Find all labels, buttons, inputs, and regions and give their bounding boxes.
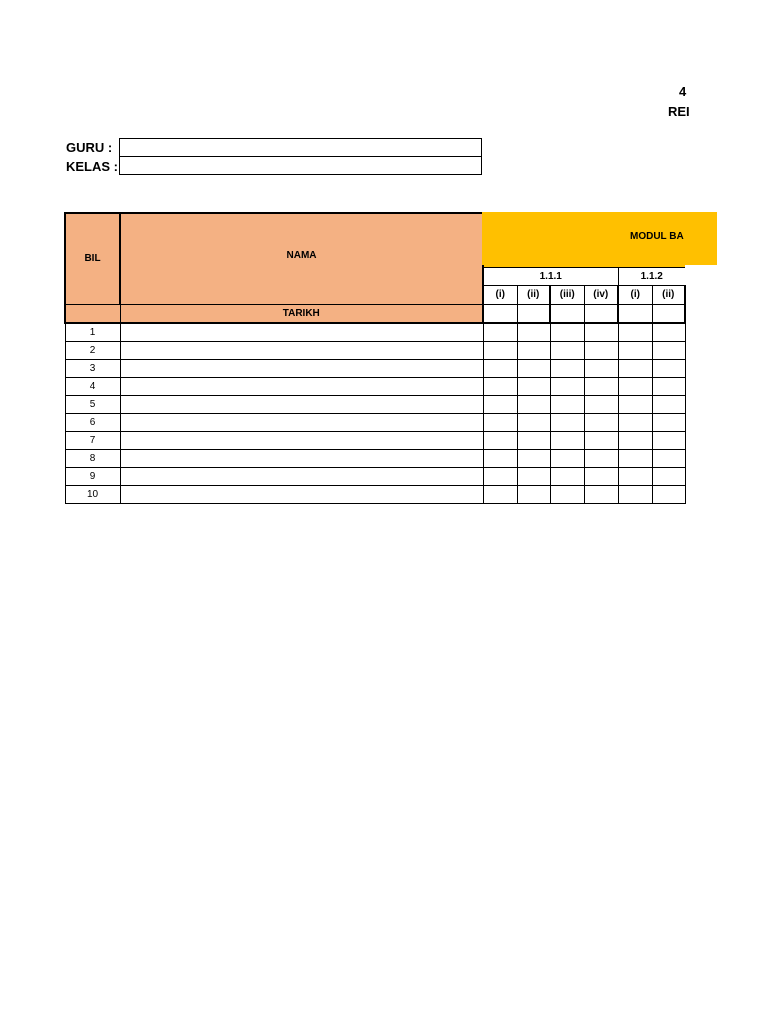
row-number: 3 xyxy=(65,359,120,377)
mark-cell[interactable] xyxy=(550,359,584,377)
row-number: 1 xyxy=(65,323,120,341)
mark-cell[interactable] xyxy=(483,431,517,449)
name-cell[interactable] xyxy=(120,377,483,395)
kelas-label: KELAS : xyxy=(66,159,118,174)
bil-header: BIL xyxy=(65,213,120,304)
mark-cell[interactable] xyxy=(517,413,550,431)
header-line-1: 4 xyxy=(679,84,687,99)
mark-cell[interactable] xyxy=(584,467,618,485)
subcol-header: (ii) xyxy=(517,285,550,304)
mark-cell[interactable] xyxy=(483,449,517,467)
mark-cell[interactable] xyxy=(652,485,685,503)
name-cell[interactable] xyxy=(120,323,483,341)
name-cell[interactable] xyxy=(120,431,483,449)
table-row xyxy=(65,431,685,449)
mark-cell[interactable] xyxy=(584,413,618,431)
mark-cell[interactable] xyxy=(483,359,517,377)
modul-title: MODUL BA xyxy=(630,231,684,242)
mark-cell[interactable] xyxy=(652,431,685,449)
mark-cell[interactable] xyxy=(550,377,584,395)
mark-cell[interactable] xyxy=(652,395,685,413)
subcol-header: (iv) xyxy=(584,285,618,304)
bil-tarikh-spacer xyxy=(65,304,120,323)
row-number: 8 xyxy=(65,449,120,467)
mark-cell[interactable] xyxy=(550,341,584,359)
mark-cell[interactable] xyxy=(517,449,550,467)
table-row xyxy=(65,413,685,431)
mark-cell[interactable] xyxy=(652,449,685,467)
mark-cell[interactable] xyxy=(618,395,652,413)
mark-cell[interactable] xyxy=(652,359,685,377)
mark-cell[interactable] xyxy=(517,395,550,413)
mark-cell[interactable] xyxy=(652,341,685,359)
group-header-1-1-2: 1.1.2 xyxy=(618,267,685,285)
date-cell[interactable] xyxy=(517,304,550,323)
mark-cell[interactable] xyxy=(483,377,517,395)
mark-cell[interactable] xyxy=(618,467,652,485)
date-cell[interactable] xyxy=(618,304,652,323)
mark-cell[interactable] xyxy=(483,341,517,359)
row-number: 6 xyxy=(65,413,120,431)
mark-cell[interactable] xyxy=(618,431,652,449)
name-cell[interactable] xyxy=(120,413,483,431)
mark-cell[interactable] xyxy=(550,323,584,341)
subcol-header: (iii) xyxy=(550,285,584,304)
date-cell[interactable] xyxy=(652,304,685,323)
table-row xyxy=(65,359,685,377)
row-number: 2 xyxy=(65,341,120,359)
mark-cell[interactable] xyxy=(550,449,584,467)
mark-cell[interactable] xyxy=(584,395,618,413)
guru-input[interactable] xyxy=(119,138,482,157)
mark-cell[interactable] xyxy=(618,341,652,359)
mark-cell[interactable] xyxy=(652,413,685,431)
mark-cell[interactable] xyxy=(483,395,517,413)
mark-cell[interactable] xyxy=(483,467,517,485)
table-row xyxy=(65,323,685,341)
table-row xyxy=(65,395,685,413)
kelas-input[interactable] xyxy=(119,156,482,175)
mark-cell[interactable] xyxy=(584,323,618,341)
row-number: 10 xyxy=(65,485,120,503)
mark-cell[interactable] xyxy=(550,485,584,503)
row-number: 7 xyxy=(65,431,120,449)
mark-cell[interactable] xyxy=(517,341,550,359)
mark-cell[interactable] xyxy=(618,449,652,467)
mark-cell[interactable] xyxy=(584,377,618,395)
mark-cell[interactable] xyxy=(483,485,517,503)
name-cell[interactable] xyxy=(120,467,483,485)
mark-cell[interactable] xyxy=(517,359,550,377)
mark-cell[interactable] xyxy=(652,467,685,485)
mark-cell[interactable] xyxy=(517,467,550,485)
table-row xyxy=(65,341,685,359)
name-cell[interactable] xyxy=(120,395,483,413)
mark-cell[interactable] xyxy=(517,377,550,395)
mark-cell[interactable] xyxy=(584,359,618,377)
nama-label: NAMA xyxy=(286,250,317,261)
mark-cell[interactable] xyxy=(584,485,618,503)
table-row xyxy=(65,449,685,467)
date-cell[interactable] xyxy=(550,304,584,323)
mark-cell[interactable] xyxy=(652,323,685,341)
name-cell[interactable] xyxy=(120,449,483,467)
mark-cell[interactable] xyxy=(652,377,685,395)
mark-cell[interactable] xyxy=(584,431,618,449)
name-cell[interactable] xyxy=(120,485,483,503)
subcol-header: (i) xyxy=(618,285,652,304)
mark-cell[interactable] xyxy=(517,431,550,449)
subcol-header: (i) xyxy=(483,285,517,304)
mark-cell[interactable] xyxy=(517,323,550,341)
mark-cell[interactable] xyxy=(618,413,652,431)
mark-cell[interactable] xyxy=(483,323,517,341)
date-cell[interactable] xyxy=(483,304,517,323)
name-cell[interactable] xyxy=(120,359,483,377)
table-row xyxy=(65,485,685,503)
table-row xyxy=(65,467,685,485)
mark-cell[interactable] xyxy=(517,485,550,503)
nama-header xyxy=(120,213,483,304)
mark-cell[interactable] xyxy=(483,413,517,431)
guru-label: GURU : xyxy=(66,140,113,155)
table-row xyxy=(65,377,685,395)
mark-cell[interactable] xyxy=(550,395,584,413)
mark-cell[interactable] xyxy=(550,431,584,449)
mark-cell[interactable] xyxy=(618,359,652,377)
mark-cell[interactable] xyxy=(550,413,584,431)
name-cell[interactable] xyxy=(120,341,483,359)
date-cell[interactable] xyxy=(584,304,618,323)
header-line-2: REI xyxy=(668,104,690,119)
mark-cell[interactable] xyxy=(584,341,618,359)
mark-cell[interactable] xyxy=(618,377,652,395)
mark-cell[interactable] xyxy=(550,467,584,485)
mark-cell[interactable] xyxy=(584,449,618,467)
tarikh-header: TARIKH xyxy=(120,304,483,323)
group-header-1-1-1: 1.1.1 xyxy=(483,267,618,285)
subcol-header: (ii) xyxy=(652,285,685,304)
mark-cell[interactable] xyxy=(618,323,652,341)
row-number: 9 xyxy=(65,467,120,485)
row-number: 4 xyxy=(65,377,120,395)
mark-cell[interactable] xyxy=(618,485,652,503)
row-number: 5 xyxy=(65,395,120,413)
